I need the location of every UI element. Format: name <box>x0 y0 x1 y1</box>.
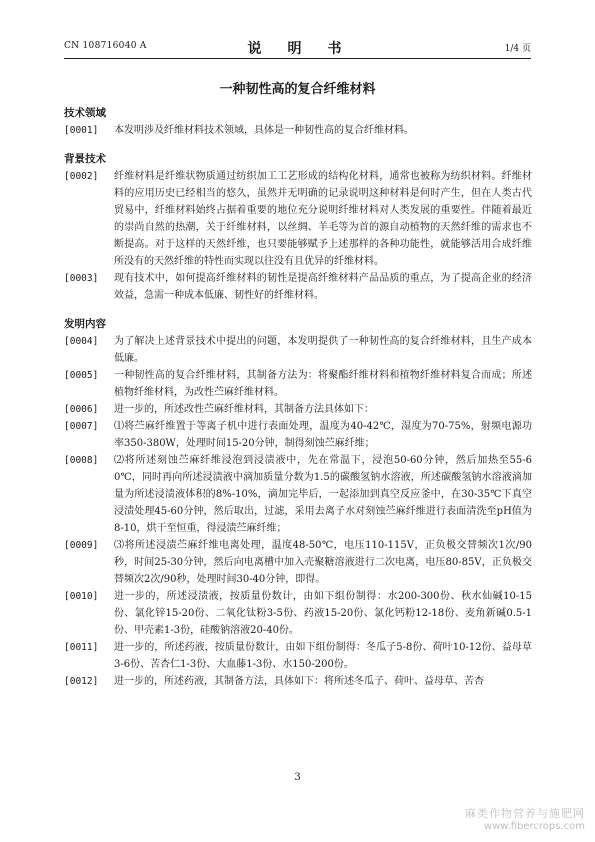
document-type: 说 明 书 <box>247 41 348 57</box>
paragraph <box>64 168 532 270</box>
paragraph-number: [0011] <box>64 642 99 653</box>
watermark-url: www.fibercrops.com <box>483 821 585 832</box>
paragraph-text: 本发明涉及纤维材料技术领域，具体是一种韧性高的复合纤维材料。 <box>114 125 414 136</box>
paragraph <box>64 537 532 588</box>
paragraph-text: 一种韧性高的复合纤维材料，其制备方法为：将聚酯纤维材料和植物纤维材料复合而成；所述植物纤维材料，为改性苎麻纤维材料。 <box>114 370 532 398</box>
document-body <box>64 104 532 690</box>
section-heading: 发明内容 <box>64 318 106 330</box>
paragraph <box>64 588 532 639</box>
page-number: 3 <box>294 772 301 783</box>
paragraph-number: [0010] <box>64 591 99 602</box>
paragraph-text: 纤维材料是纤维状物质通过纺织加工工艺形成的结构化材料，通常也被称为纺织材料。纤维材料的应用历史已经相当的悠久，虽然并无明确的记录说明这种材料是何时产生，但在人类古代贸易中，纤维材料始终占据着重要的地位充分说明纤维材料对人类发展的重要性。伴随着最近的崇尚自然的热潮，关于纤维材料，以丝绸、羊毛等为首的源自动植物的天然纤维的需求也不断提高。对于这样的天然纤维，也只要能够赋予上述那样的各种功能性，就能够活用合成纤维所没有的天然纤维的特性而实现以往没有且优异的纤维材料。 <box>114 171 532 267</box>
header-rule <box>64 58 531 59</box>
paragraph-number: [0012] <box>64 676 99 687</box>
paragraph <box>64 418 532 452</box>
paragraph-number: [0003] <box>64 273 99 284</box>
document-title: 一种韧性高的复合纤维材料 <box>219 82 376 97</box>
paragraph-number: [0007] <box>64 421 99 432</box>
paragraph <box>64 333 532 367</box>
paragraph <box>64 639 532 673</box>
paragraph-text: ⑵将所述刻蚀苎麻纤维浸泡到浸渍液中，先在常温下，浸泡50-60分钟，然后加热至55-60℃，同时再向所述浸渍液中滴加质量分数为1.5的碳酸氢钠水溶液，所述碳酸氢钠水溶液滴加量为所述浸渍液体积的8%-10%，滴加完毕后，一起添加到真空反应釜中，在30-35℃下真空浸渍处理45-60分钟，然后取出，过滤，采用去离子水对刻蚀苎麻纤维进行表面清洗至pH值为8-10，烘干至恒重，得浸渍苎麻纤维； <box>114 455 532 534</box>
paragraph-text: 进一步的，所述药液，按质量份数计，由如下组份制得：冬瓜子5-8份、荷叶10-12份、益母草3-6份、苦杏仁1-3份、大血藤1-3份、水150-200份。 <box>114 642 532 670</box>
paragraph-text: ⑶将所述浸渍苎麻纤维电离处理，温度48-50℃，电压110-115V，正负极交替频次1次/90秒，时间25-30分钟，然后向电离槽中加入壳聚糖溶液进行二次电离，电压80-85V，正负极交替频次2次/90秒，处理时间30-40分钟，即得。 <box>114 540 532 585</box>
paragraph-text: 进一步的，所述药液，其制备方法，具体如下：将所述冬瓜子、荷叶、益母草、苦杏 <box>114 676 484 687</box>
section-heading: 技术领域 <box>64 107 106 119</box>
paragraph-text: 现有技术中，如何提高纤维材料的韧性是提高纤维材料产品品质的重点，为了提高企业的经济效益，急需一种成本低廉、韧性好的纤维材料。 <box>114 273 532 301</box>
paragraph-number: [0009] <box>64 540 99 551</box>
paragraph-text: 为了解决上述背景技术中提出的问题，本发明提供了一种韧性高的复合纤维材料，且生产成本低廉。 <box>114 336 532 364</box>
document-id: CN 108716040 A <box>64 41 147 51</box>
paragraph <box>64 401 532 418</box>
paragraph-number: [0002] <box>64 171 99 182</box>
paragraph <box>64 367 532 401</box>
page-indicator: 1/4 页 <box>504 44 531 54</box>
page-header <box>64 38 531 56</box>
paragraph-number: [0001] <box>64 125 99 136</box>
watermark <box>465 805 585 832</box>
paragraph-number: [0005] <box>64 370 99 381</box>
paragraph-number: [0008] <box>64 455 99 466</box>
paragraph <box>64 673 532 690</box>
paragraph-text: ⑴将苎麻纤维置于等离子机中进行表面处理，温度为40-42℃，湿度为70-75%，射频电源功率350-380W，处理时间15-20分钟，制得刻蚀苎麻纤维； <box>114 421 532 449</box>
paragraph <box>64 452 532 537</box>
paragraph-number: [0004] <box>64 336 99 347</box>
watermark-site-name: 麻类作物营养与施肥网 <box>465 807 585 820</box>
paragraph <box>64 270 532 304</box>
paragraph-text: 进一步的，所述改性苎麻纤维材料，其制备方法具体如下： <box>114 404 374 415</box>
paragraph-text: 进一步的，所述浸渍液，按质量份数计，由如下组份制得：水200-300份、秋水仙碱10-15份、氯化锌15-20份、二氧化钛粉3-5份、药液15-20份、氯化钙粉12-18份、麦角新碱0.5-1份、甲壳素1-3份，硅酸钠溶液20-40份。 <box>114 591 532 636</box>
section-heading: 背景技术 <box>64 153 106 165</box>
paragraph <box>64 122 532 139</box>
paragraph-number: [0006] <box>64 404 99 415</box>
